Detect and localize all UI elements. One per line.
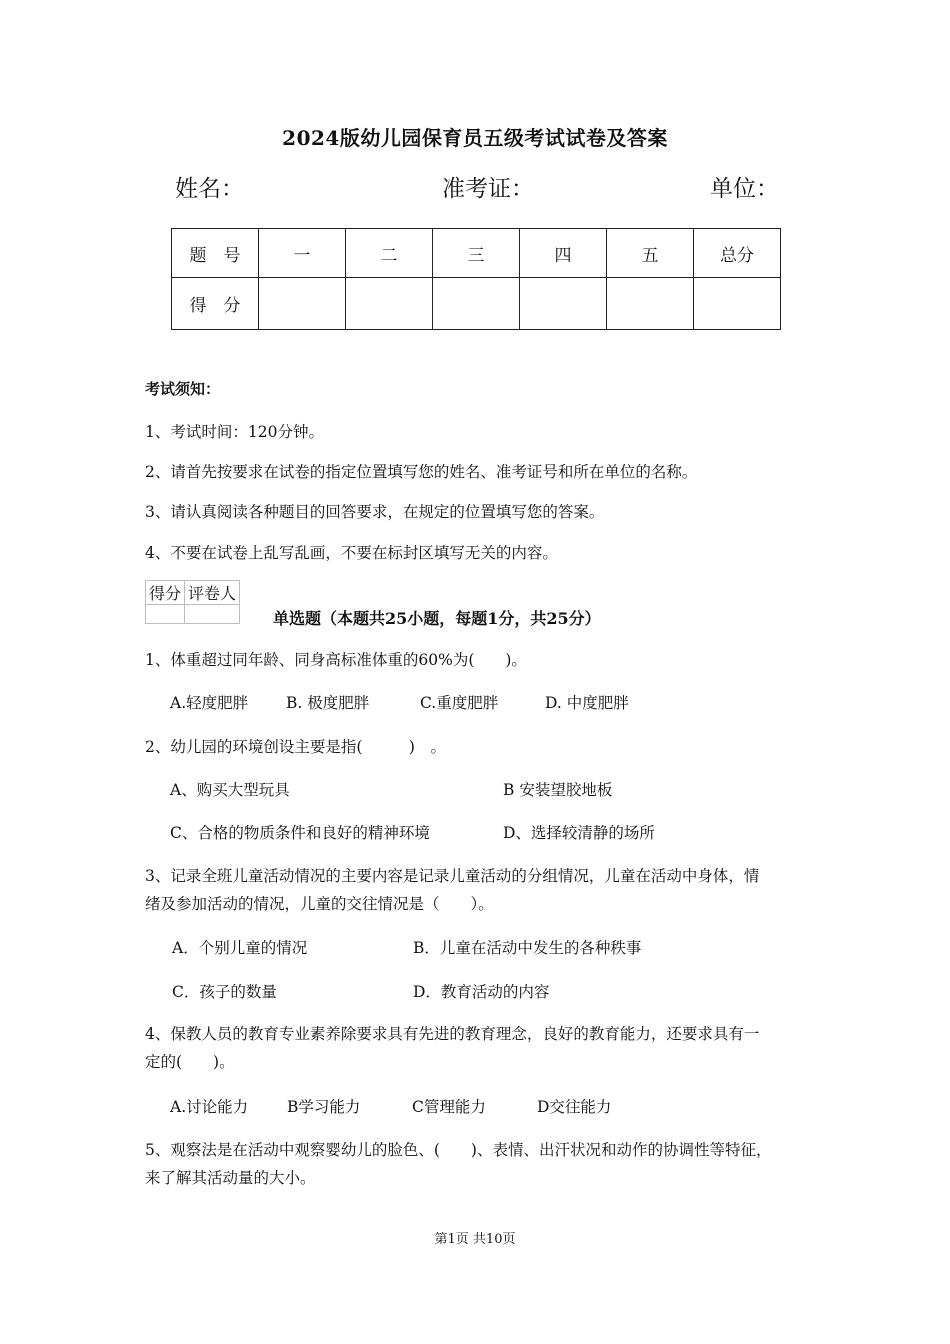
answer-option: A.轻度肥胖 bbox=[170, 694, 249, 712]
score-cell bbox=[520, 278, 607, 330]
question-text: 来了解其活动量的大小。 bbox=[145, 1169, 316, 1187]
exam-title: 2024版幼儿园保育员五级考试试卷及答案 bbox=[282, 126, 668, 150]
score-table bbox=[171, 228, 781, 330]
score-row-label: 得 分 bbox=[172, 278, 259, 330]
grader-score-cell bbox=[146, 605, 185, 624]
score-cell bbox=[607, 278, 694, 330]
question-text: 1、体重超过同年龄、同身高标准体重的60%为( )。 bbox=[145, 651, 527, 669]
page-footer: 第1页 共10页 bbox=[434, 1232, 516, 1247]
question-text: 4、保教人员的教育专业素养除要求具有先进的教育理念，良好的教育能力，还要求具有一 bbox=[145, 1025, 760, 1043]
answer-option: A、购买大型玩具 bbox=[170, 781, 290, 799]
question-text: 绪及参加活动的情况，儿童的交往情况是（ ）。 bbox=[145, 895, 494, 913]
answer-option: D交往能力 bbox=[537, 1098, 612, 1116]
answer-option: D．教育活动的内容 bbox=[413, 983, 550, 1001]
question-text: 5、观察法是在活动中观察婴幼儿的脸色、( )、表情、出汗状况和动作的协调性等特征， bbox=[145, 1141, 772, 1159]
answer-option: B．儿童在活动中发生的各种秩事 bbox=[413, 939, 642, 957]
answer-option: D、选择较清静的场所 bbox=[503, 824, 655, 842]
grader-score-label: 得分 bbox=[146, 581, 185, 605]
score-cell bbox=[346, 278, 433, 330]
score-table-header-cell: 四 bbox=[520, 229, 607, 278]
note-item: 4、不要在试卷上乱写乱画，不要在标封区填写无关的内容。 bbox=[145, 544, 558, 562]
note-item: 1、考试时间：120分钟。 bbox=[145, 423, 324, 441]
score-table-header-cell: 五 bbox=[607, 229, 694, 278]
score-table-header-cell: 题 号 bbox=[172, 229, 259, 278]
score-table-header-cell: 二 bbox=[346, 229, 433, 278]
answer-option: B. 极度肥胖 bbox=[286, 694, 370, 712]
question-text: 定的( )。 bbox=[145, 1053, 235, 1071]
answer-option: C.重度肥胖 bbox=[420, 694, 499, 712]
answer-option: A.讨论能力 bbox=[170, 1098, 249, 1116]
question-text: 3、记录全班儿童活动情况的主要内容是记录儿童活动的分组情况，儿童在活动中身体，情 bbox=[145, 867, 760, 885]
grader-name-cell bbox=[185, 605, 240, 624]
grader-box bbox=[145, 580, 240, 624]
score-table-score-row bbox=[172, 278, 781, 330]
name-label: 姓名： bbox=[175, 176, 244, 202]
score-cell bbox=[433, 278, 520, 330]
note-item: 2、请首先按要求在试卷的指定位置填写您的姓名、准考证号和所在单位的名称。 bbox=[145, 463, 698, 481]
grader-name-label: 评卷人 bbox=[185, 581, 240, 605]
answer-option: D. 中度肥胖 bbox=[545, 694, 629, 712]
score-cell bbox=[694, 278, 781, 330]
note-item: 3、请认真阅读各种题目的回答要求，在规定的位置填写您的答案。 bbox=[145, 503, 605, 521]
answer-option: C管理能力 bbox=[412, 1098, 486, 1116]
answer-option: B 安装望胶地板 bbox=[503, 781, 613, 799]
notes-heading: 考试须知： bbox=[145, 380, 221, 398]
unit-label: 单位： bbox=[710, 176, 779, 202]
question-text: 2、幼儿园的环境创设主要是指( ) 。 bbox=[145, 738, 446, 756]
score-table-header-cell: 一 bbox=[259, 229, 346, 278]
score-table-header-cell: 总分 bbox=[694, 229, 781, 278]
section-title: 单选题（本题共25小题，每题1分，共25分） bbox=[273, 609, 601, 628]
answer-option: A．个别儿童的情况 bbox=[172, 939, 308, 957]
answer-option: B学习能力 bbox=[287, 1098, 361, 1116]
score-cell bbox=[259, 278, 346, 330]
ticket-label: 准考证： bbox=[442, 176, 534, 202]
score-table-header-cell: 三 bbox=[433, 229, 520, 278]
answer-option: C．孩子的数量 bbox=[172, 983, 277, 1001]
score-table-header-row bbox=[172, 229, 781, 278]
answer-option: C、合格的物质条件和良好的精神环境 bbox=[170, 824, 430, 842]
